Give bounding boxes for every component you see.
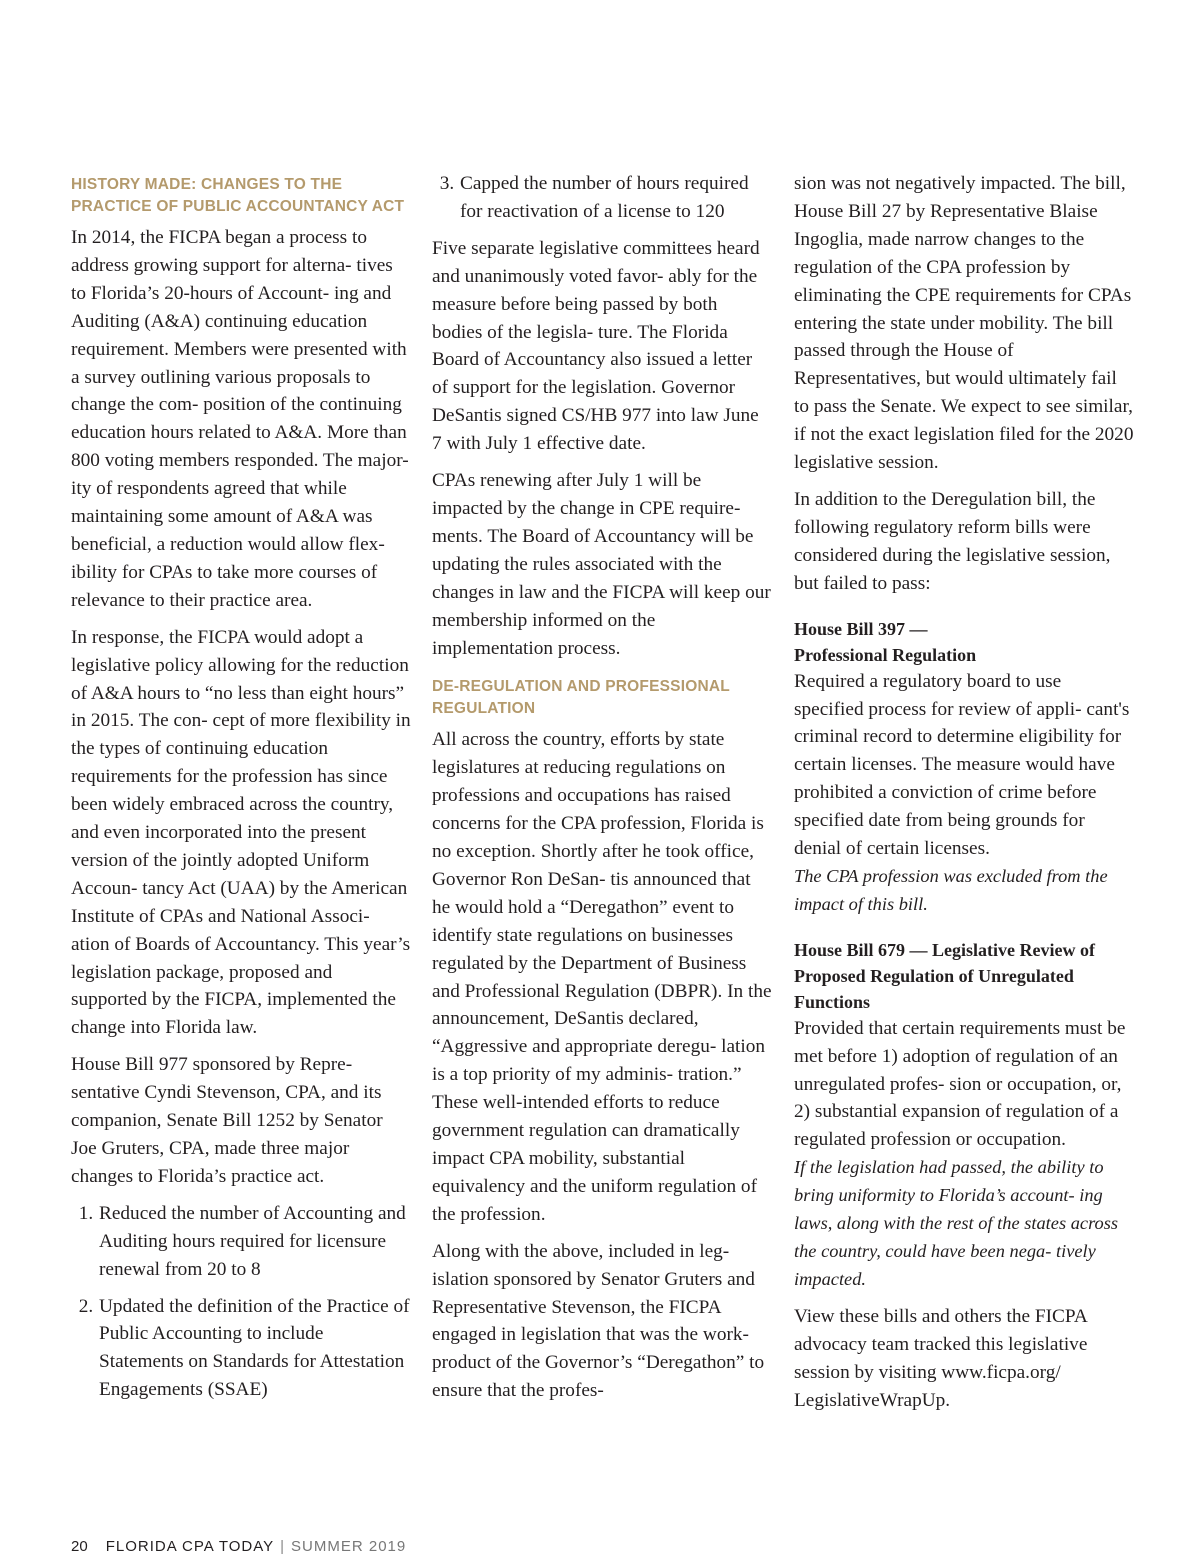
bill-397-number: House Bill 397 — [794, 618, 928, 639]
footer-separator: | [280, 1538, 286, 1555]
changes-list [71, 1200, 411, 1404]
paragraph: All across the country, efforts by state legislatures at reducing regulations on professions and occupations has raised concerns for the CPA profession, Florida is no exception. Shortly after he took office, Governor Ron DeSan- tis announced that he would hold a “Deregathon” event to identify state regulations on businesses regulated by the Department of Business and Professional Regulation (DBPR). In the announcement, DeSantis declared, “Aggressive and appropriate deregu- lation is a top priority of my adminis- tration.” These well-intended efforts to reduce government regulation can dramatically impact CPA mobility, substantial equivalency and the uniform regulation of the profession. [432, 729, 772, 1225]
paragraph: In response, the FICPA would adopt a legislative policy allowing for the reduction of A&A hours to “no less than eight hours” in 2015. The con- cept of more flexibility in the types of continuing education requirements for the profession has since been widely embraced across the country, and even incorporated into the present version of the jointly adopted Uniform Accoun- tancy Act (UAA) by the American Institute of CPAs and National Associ- ation of Boards of Accountancy. This year’s legislation package, proposed and supported by the FICPA, implemented the change into Florida law. [71, 626, 411, 1039]
bill-397-note: The CPA profession was excluded from the impact of this bill. [794, 865, 1108, 914]
changes-list-continued [432, 170, 772, 226]
section-heading-history: HISTORY MADE: CHANGES TO THE PRACTICE OF PUBLIC ACCOUNTANCY ACT [71, 176, 405, 215]
issue-date: SUMMER 2019 [291, 1538, 407, 1555]
bill-397-description: Required a regulatory board to use specified process for review of appli- cant's criminal record to determine eligibility for certain licenses. The measure would have prohibited a conviction of crime before specified date from being grounds for denial of certain licenses. [794, 670, 1130, 860]
paragraph: Along with the above, included in leg- islation sponsored by Senator Gruters and Representative Stevenson, the FICPA engaged in legislation that was the work-product of the Governor’s “Deregathon” to ensure that the profes- [432, 1240, 765, 1402]
column-2 [432, 170, 772, 1414]
paragraph: sion was not negatively impacted. The bill, House Bill 27 by Representative Blaise Ingoglia, made narrow changes to the regulation of the CPA profession by eliminating the CPE requirements for CPAs entering the state under mobility. The bill passed through the House of Representatives, but would ultimately fail to pass the Senate. We expect to see similar, if not the exact legislation filed for the 2020 legislative session. [794, 173, 1134, 474]
bill-397-name: Professional Regulation [794, 644, 977, 665]
paragraph: In addition to the Deregulation bill, the following regulatory reform bills were considered during the legislative session, but failed to pass: [794, 488, 1111, 594]
list-item: 2. Updated the definition of the Practice of Public Accounting to include Statements on Standards for Attestation Engagements (SSAE) [98, 1293, 411, 1405]
paragraph-closing: View these bills and others the FICPA advocacy team tracked this legislative session by visiting www.ficpa.org/ LegislativeWrapUp. [794, 1305, 1088, 1411]
bill-679-description: Provided that certain requirements must be met before 1) adoption of regulation of an unregulated profes- sion or occupation, or, 2) substantial expansion of regulation of a regulated profession or occupation. [794, 1017, 1126, 1151]
section-heading-deregulation: DE-REGULATION AND PROFESSIONAL REGULATION [432, 678, 730, 718]
page-footer [71, 1538, 406, 1555]
magazine-name: FLORIDA CPA TODAY [105, 1538, 275, 1555]
list-item: 3. Capped the number of hours required for reactivation of a license to 120 [459, 170, 772, 226]
column-3 [794, 170, 1134, 1423]
paragraph: In 2014, the FICPA began a process to address growing support for alterna- tives to Florida’s 20-hours of Account- ing and Auditing (A&A) continuing education requirement. Members were presented with a survey outlining various proposals to change the com- position of the continuing education hours related to A&A. More than 800 voting members responded. The major- ity of respondents agreed that while maintaining some amount of A&A was beneficial, a reduction would allow flex- ibility for CPAs to take more courses of relevance to their practice area. [71, 227, 409, 611]
bill-679-note: If the legislation had passed, the ability to bring uniformity to Florida’s account- ing laws, along with the rest of the states across the country, could have been nega- tively impacted. [794, 1157, 1119, 1289]
paragraph: CPAs renewing after July 1 will be impacted by the change in CPE require- ments. The Board of Accountancy will be updating the rules associated with the changes in law and the FICPA will keep our membership informed on the implementation process. [432, 470, 771, 659]
paragraph: House Bill 977 sponsored by Repre- sentative Cyndi Stevenson, CPA, and its companion, Senate Bill 1252 by Senator Joe Gruters, CPA, made three major changes to Florida’s practice act. [71, 1054, 383, 1187]
page-number: 20 [71, 1538, 88, 1555]
column-1 [71, 170, 411, 1413]
bill-679-title: House Bill 679 — Legislative Review of Proposed Regulation of Unregulated Functions [794, 939, 1095, 1012]
paragraph: Five separate legislative committees heard and unanimously voted favor- ably for the measure before being passed by both bodies of the legisla- ture. The Florida Board of Accountancy also issued a letter of support for the legislation. Governor DeSantis signed CS/HB 977 into law June 7 with July 1 effective date. [432, 237, 760, 455]
bill-397-title [794, 616, 1134, 668]
list-item: 1. Reduced the number of Accounting and Auditing hours required for licensure renewal from 20 to 8 [98, 1200, 411, 1284]
